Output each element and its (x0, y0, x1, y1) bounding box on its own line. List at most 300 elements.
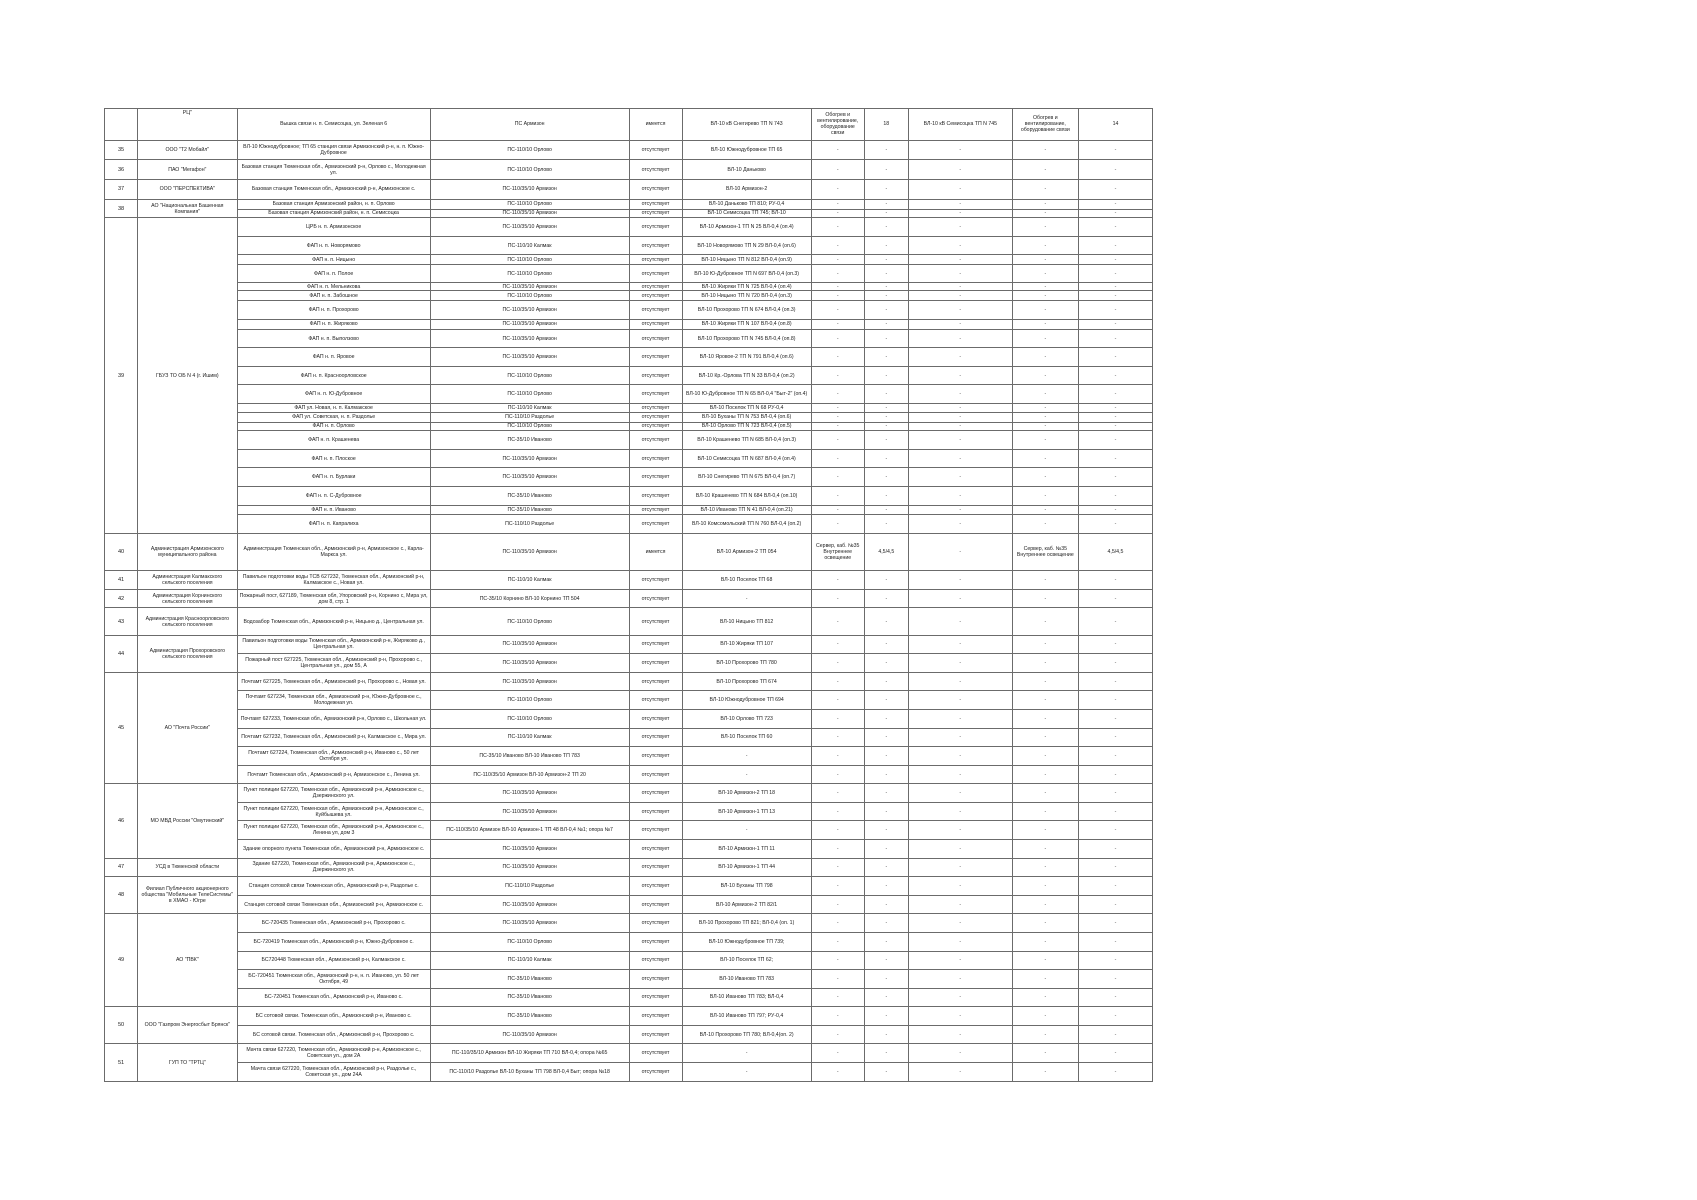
load-cell: - (811, 858, 864, 877)
backup-status-cell: отсутствует (629, 319, 682, 329)
feeder-cell: ВЛ-10 Поселок ТП 60 (682, 728, 811, 747)
alt-power-cell: - (1078, 209, 1152, 218)
substation-cell: ПС-110/10 Раздолье (430, 515, 629, 534)
alt-feeder-cell: - (908, 672, 1012, 691)
feeder-cell: ВЛ-10 Иваново ТП 783; ВЛ-0,4 (682, 988, 811, 1007)
alt-power-cell: - (1078, 571, 1152, 590)
feeder-cell: ВЛ-10 Армизон-1 ТП 13 (682, 802, 811, 821)
alt-load-cell: - (1012, 291, 1078, 301)
load-cell: - (811, 404, 864, 413)
alt-load-cell: - (1012, 765, 1078, 784)
power-cell: - (864, 821, 908, 840)
substation-cell: ПС-35/10 Иваново (430, 988, 629, 1007)
alt-feeder-cell: - (908, 608, 1012, 635)
feeder-cell: ВЛ-10 Армизон-1 ТП 11 (682, 840, 811, 859)
feeder-cell: ВЛ-10 Снегирево ТП N 675 ВЛ-0,4 (оп.7) (682, 468, 811, 487)
alt-power-cell: - (1078, 449, 1152, 468)
row-number-cell: 51 (105, 1044, 138, 1082)
substation-cell: ПС-110/35/10 Армизон (430, 301, 629, 320)
alt-feeder-cell: - (908, 348, 1012, 367)
object-address-cell: ФАП н. п. Ницыно (237, 255, 430, 265)
alt-feeder-cell: - (908, 1062, 1012, 1081)
alt-load-cell: - (1012, 747, 1078, 766)
power-cell: - (864, 468, 908, 487)
substation-cell: ПС-110/35/10 Армизон (430, 858, 629, 877)
load-cell: - (811, 348, 864, 367)
feeder-cell: ВЛ-10 кВ Снегирево ТП N 743 (682, 109, 811, 141)
load-cell: - (811, 691, 864, 710)
load-cell: - (811, 301, 864, 320)
substation-cell: ПС-110/35/10 Армизон (430, 840, 629, 859)
organization-cell: Администрация Калмакского сельского поселения (138, 571, 237, 590)
alt-power-cell: - (1078, 515, 1152, 534)
feeder-cell: ВЛ-10 Кр.-Орлова ТП N 33 ВЛ-0,4 (оп.2) (682, 366, 811, 385)
organization-cell: УСД в Тюменской области (138, 858, 237, 877)
alt-power-cell: - (1078, 431, 1152, 450)
table-row (105, 728, 1153, 747)
feeder-cell: ВЛ-10 Прохорово ТП 821; ВЛ-0,4 (оп. 1) (682, 914, 811, 933)
feeder-cell: ВЛ-10 Орлово ТП 723 (682, 710, 811, 729)
backup-status-cell: отсутствует (629, 515, 682, 534)
substation-cell: ПС-110/35/10 Армизон (430, 895, 629, 914)
load-cell: - (811, 329, 864, 348)
backup-status-cell: отсутствует (629, 1025, 682, 1044)
feeder-cell: ВЛ-10 Поселок ТП 62; (682, 951, 811, 970)
alt-feeder-cell: - (908, 282, 1012, 291)
object-address-cell: Почтамт 627232, Тюменская обл., Армизонский р-н, Калмакское с., Мира ул. (237, 728, 430, 747)
organization-cell: ПАО "Мегафон" (138, 160, 237, 180)
substation-cell: ПС-110/35/10 Армизон ВЛ-10 Армизон-1 ТП 48 ВЛ-0,4 №1; опора №7 (430, 821, 629, 840)
table-row (105, 348, 1153, 367)
alt-load-cell: - (1012, 468, 1078, 487)
alt-feeder-cell: - (908, 877, 1012, 896)
alt-power-cell: - (1078, 672, 1152, 691)
alt-load-cell: - (1012, 672, 1078, 691)
row-number-cell: 41 (105, 571, 138, 590)
table-row (105, 534, 1153, 571)
alt-feeder-cell: - (908, 1025, 1012, 1044)
backup-status-cell: отсутствует (629, 765, 682, 784)
power-cell: - (864, 180, 908, 200)
alt-power-cell: - (1078, 635, 1152, 654)
spreadsheet-page (104, 108, 1153, 1082)
object-address-cell: ФАП н. п. Жиряково (237, 319, 430, 329)
feeder-cell: - (682, 589, 811, 608)
alt-feeder-cell: - (908, 821, 1012, 840)
backup-status-cell: отсутствует (629, 654, 682, 673)
substation-cell: ПС-110/10 Раздолье (430, 877, 629, 896)
power-cell: - (864, 431, 908, 450)
feeder-cell: ВЛ-10 Ницыно ТП 812 (682, 608, 811, 635)
feeder-cell: ВЛ-10 Жиряки ТП N 725 ВЛ-0,4 (оп.4) (682, 282, 811, 291)
alt-load-cell: - (1012, 422, 1078, 431)
row-number-cell: 36 (105, 160, 138, 180)
alt-power-cell: - (1078, 1044, 1152, 1063)
alt-load-cell: - (1012, 236, 1078, 255)
load-cell: - (811, 468, 864, 487)
object-address-cell: ФАП н. п. Яровое (237, 348, 430, 367)
power-cell: - (864, 1044, 908, 1063)
table-row (105, 747, 1153, 766)
power-cell: - (864, 672, 908, 691)
substation-cell: ПС-110/35/10 Армизон (430, 468, 629, 487)
organization-cell: АО "ПВК" (138, 914, 237, 1007)
substation-cell: ПС-110/10 Орлово (430, 265, 629, 282)
alt-power-cell: - (1078, 385, 1152, 404)
backup-status-cell: отсутствует (629, 505, 682, 515)
substation-cell: ПС-110/10 Раздолье ВЛ-10 Буханы ТП 798 ВЛ-0,4 Быт; опора №18 (430, 1062, 629, 1081)
load-cell: Сервер, каб. №35 Внутреннее освещение (811, 534, 864, 571)
table-row (105, 802, 1153, 821)
power-cell: - (864, 255, 908, 265)
backup-status-cell: отсутствует (629, 160, 682, 180)
feeder-cell: - (682, 1062, 811, 1081)
power-cell: - (864, 877, 908, 896)
alt-feeder-cell: - (908, 487, 1012, 506)
substation-cell: ПС-110/10 Раздолье (430, 412, 629, 422)
substation-cell: ПС-110/35/10 Армизон (430, 218, 629, 237)
alt-load-cell: - (1012, 654, 1078, 673)
alt-load-cell: - (1012, 932, 1078, 951)
substation-cell: ПС-110/10 Орлово (430, 710, 629, 729)
alt-load-cell: - (1012, 348, 1078, 367)
feeder-cell: - (682, 821, 811, 840)
load-cell: - (811, 932, 864, 951)
backup-status-cell: отсутствует (629, 236, 682, 255)
alt-feeder-cell: - (908, 209, 1012, 218)
load-cell: - (811, 728, 864, 747)
backup-status-cell: отсутствует (629, 691, 682, 710)
load-cell: - (811, 160, 864, 180)
alt-load-cell: Сервер, каб. №35 Внутреннее освещение (1012, 534, 1078, 571)
object-address-cell: ФАП н. п. Плоское (237, 449, 430, 468)
substation-cell: ПС-110/35/10 Армизон (430, 635, 629, 654)
feeder-cell: ВЛ-10 Прохорово ТП N 674 ВЛ-0,4 (оп.3) (682, 301, 811, 320)
alt-load-cell: - (1012, 571, 1078, 590)
substation-cell: ПС-110/10 Калмак (430, 951, 629, 970)
object-address-cell: ФАП н. п. Прохорово (237, 301, 430, 320)
row-number-cell: 42 (105, 589, 138, 608)
backup-status-cell: отсутствует (629, 895, 682, 914)
alt-feeder-cell: - (908, 449, 1012, 468)
substation-cell: ПС-35/10 Корнино ВЛ-10 Корнино ТП 504 (430, 589, 629, 608)
power-cell: - (864, 449, 908, 468)
alt-power-cell: - (1078, 265, 1152, 282)
organization-cell: ГБУЗ ТО ОБ N 4 (г. Ишим) (138, 218, 237, 534)
row-number-cell: 37 (105, 180, 138, 200)
backup-status-cell: отсутствует (629, 635, 682, 654)
alt-power-cell: - (1078, 218, 1152, 237)
alt-feeder-cell: - (908, 571, 1012, 590)
load-cell: - (811, 951, 864, 970)
load-cell: - (811, 895, 864, 914)
load-cell: - (811, 608, 864, 635)
object-address-cell: Администрация Тюменская обл., Армизонский р-н, Армизонское с., Карла-Маркса ул. (237, 534, 430, 571)
substation-cell: ПС-35/10 Иваново (430, 487, 629, 506)
power-cell: - (864, 654, 908, 673)
alt-power-cell: - (1078, 914, 1152, 933)
substation-cell: ПС-110/35/10 Армизон (430, 802, 629, 821)
alt-power-cell: - (1078, 404, 1152, 413)
alt-feeder-cell: - (908, 710, 1012, 729)
load-cell: - (811, 236, 864, 255)
power-cell: - (864, 1062, 908, 1081)
substation-cell: ПС-110/10 Орлово (430, 608, 629, 635)
substation-cell: ПС-110/10 Калмак (430, 728, 629, 747)
alt-feeder-cell: - (908, 802, 1012, 821)
table-row (105, 784, 1153, 803)
table-row (105, 914, 1153, 933)
table-row (105, 236, 1153, 255)
organization-cell: ООО "Т2 Мобайл" (138, 140, 237, 160)
substation-cell: ПС-110/10 Орлово (430, 385, 629, 404)
backup-status-cell: отсутствует (629, 218, 682, 237)
load-cell: - (811, 265, 864, 282)
backup-status-cell: отсутствует (629, 932, 682, 951)
table-row (105, 282, 1153, 291)
alt-feeder-cell: - (908, 589, 1012, 608)
alt-power-cell: - (1078, 877, 1152, 896)
alt-load-cell: - (1012, 691, 1078, 710)
object-address-cell: БС720448 Тюменская обл., Армизонский р-н, Калмакское с. (237, 951, 430, 970)
table-row (105, 160, 1153, 180)
power-cell: - (864, 589, 908, 608)
load-cell: - (811, 840, 864, 859)
object-address-cell: ФАП н. п. Мельникова (237, 282, 430, 291)
alt-load-cell: - (1012, 209, 1078, 218)
alt-feeder-cell: - (908, 160, 1012, 180)
alt-power-cell: - (1078, 821, 1152, 840)
alt-feeder-cell: - (908, 199, 1012, 209)
object-address-cell: Базовая станция Армизонский район, н. п. Орлово (237, 199, 430, 209)
feeder-cell: ВЛ-10 Ю-Дубровное ТП N 65 ВЛ-0,4 "Быт-2" (оп.4) (682, 385, 811, 404)
alt-feeder-cell: - (908, 265, 1012, 282)
alt-power-cell: - (1078, 236, 1152, 255)
table-row (105, 970, 1153, 989)
feeder-cell: ВЛ-10 Поселок ТП N 68 РУ-0,4 (682, 404, 811, 413)
load-cell: - (811, 385, 864, 404)
object-address-cell: ФАП н. п. Забошное (237, 291, 430, 301)
row-number-cell: 38 (105, 199, 138, 218)
row-number-cell: 43 (105, 608, 138, 635)
alt-power-cell: - (1078, 1007, 1152, 1026)
substation-cell: ПС-110/10 Калмак (430, 404, 629, 413)
substation-cell: ПС-110/35/10 Армизон (430, 914, 629, 933)
alt-power-cell: - (1078, 765, 1152, 784)
substation-cell: ПС-110/35/10 Армизон (430, 672, 629, 691)
alt-load-cell: - (1012, 366, 1078, 385)
alt-power-cell: - (1078, 589, 1152, 608)
power-cell: - (864, 199, 908, 209)
table-row (105, 765, 1153, 784)
table-row (105, 710, 1153, 729)
load-cell: - (811, 422, 864, 431)
organization-cell: МО МВД России "Омутинский" (138, 784, 237, 858)
backup-status-cell: отсутствует (629, 180, 682, 200)
alt-power-cell: - (1078, 654, 1152, 673)
substation-cell: ПС-110/35/10 Армизон (430, 534, 629, 571)
load-cell: - (811, 449, 864, 468)
alt-load-cell: - (1012, 180, 1078, 200)
object-address-cell: ФАП н. п. Новорямово (237, 236, 430, 255)
alt-feeder-cell: - (908, 140, 1012, 160)
alt-feeder-cell: - (908, 951, 1012, 970)
substation-cell: ПС-35/10 Иваново (430, 970, 629, 989)
feeder-cell: ВЛ-10 Армизон-2 ТП 82/1 (682, 895, 811, 914)
object-address-cell: БС сотовой связи. Тюменская обл., Армизонский р-н, Прохорово с. (237, 1025, 430, 1044)
power-cell: - (864, 895, 908, 914)
object-address-cell: Водозабор Тюменская обл., Армизонский р-н, Ницыно д., Центральная ул. (237, 608, 430, 635)
object-address-cell: Станция сотовой связи Тюменская обл., Армизонский р-н, Армизонское с. (237, 895, 430, 914)
load-cell: - (811, 784, 864, 803)
feeder-cell: ВЛ-10 Иваново ТП N 41 ВЛ-0,4 (оп.21) (682, 505, 811, 515)
alt-power-cell: - (1078, 1025, 1152, 1044)
power-cell: - (864, 412, 908, 422)
object-address-cell: ФАП н. п. Иваново (237, 505, 430, 515)
alt-power-cell: - (1078, 291, 1152, 301)
table-row (105, 858, 1153, 877)
table-row (105, 1062, 1153, 1081)
load-cell: - (811, 1025, 864, 1044)
alt-load-cell: - (1012, 821, 1078, 840)
feeder-cell: ВЛ-10 Иваново ТП 783 (682, 970, 811, 989)
alt-power-cell: - (1078, 199, 1152, 209)
alt-power-cell: - (1078, 840, 1152, 859)
power-cell: - (864, 265, 908, 282)
power-cell: - (864, 348, 908, 367)
backup-status-cell: имеется (629, 534, 682, 571)
table-row (105, 672, 1153, 691)
alt-load-cell: - (1012, 255, 1078, 265)
object-address-cell: ФАП н. п. Крашенева (237, 431, 430, 450)
load-cell: - (811, 635, 864, 654)
power-cell: - (864, 140, 908, 160)
alt-feeder-cell: - (908, 301, 1012, 320)
load-cell: - (811, 282, 864, 291)
substation-cell: ПС-110/10 Орлово (430, 691, 629, 710)
alt-load-cell: - (1012, 515, 1078, 534)
alt-power-cell: - (1078, 468, 1152, 487)
object-address-cell: БС-720419 Тюменская обл., Армизонский р-н, Южно-Дубровное с. (237, 932, 430, 951)
table-row (105, 366, 1153, 385)
table-row (105, 301, 1153, 320)
backup-status-cell: отсутствует (629, 608, 682, 635)
row-number-cell (105, 109, 138, 141)
row-number-cell: 39 (105, 218, 138, 534)
table-row (105, 109, 1153, 141)
power-cell: - (864, 988, 908, 1007)
alt-power-cell: 4,5/4,5 (1078, 534, 1152, 571)
table-row (105, 895, 1153, 914)
load-cell: - (811, 1044, 864, 1063)
alt-feeder-cell: - (908, 515, 1012, 534)
table-row (105, 199, 1153, 209)
alt-load-cell: - (1012, 140, 1078, 160)
load-cell: - (811, 505, 864, 515)
alt-feeder-cell: - (908, 385, 1012, 404)
backup-status-cell: отсутствует (629, 431, 682, 450)
substation-cell: ПС-110/10 Калмак (430, 236, 629, 255)
power-cell: - (864, 802, 908, 821)
organization-cell: ГУП ТО "ТРТЦ" (138, 1044, 237, 1082)
backup-status-cell: отсутствует (629, 802, 682, 821)
power-cell: - (864, 840, 908, 859)
backup-status-cell: отсутствует (629, 140, 682, 160)
feeder-cell: ВЛ-10 Ницыно ТП N 812 ВЛ-0,4 (оп.9) (682, 255, 811, 265)
alt-power-cell: - (1078, 895, 1152, 914)
backup-status-cell: отсутствует (629, 366, 682, 385)
organization-cell: Администрация Армизонского муниципального района (138, 534, 237, 571)
substation-cell: ПС-110/35/10 Армизон (430, 319, 629, 329)
feeder-cell: - (682, 1044, 811, 1063)
alt-load-cell: - (1012, 282, 1078, 291)
alt-power-cell: - (1078, 951, 1152, 970)
load-cell: - (811, 571, 864, 590)
row-number-cell: 49 (105, 914, 138, 1007)
alt-feeder-cell: - (908, 236, 1012, 255)
row-number-cell: 47 (105, 858, 138, 877)
alt-feeder-cell: - (908, 914, 1012, 933)
power-cell: - (864, 635, 908, 654)
load-cell: - (811, 821, 864, 840)
feeder-cell: ВЛ-10 Южнодубровное ТП 694 (682, 691, 811, 710)
substation-cell: ПС-110/10 Орлово (430, 140, 629, 160)
table-row (105, 422, 1153, 431)
table-row (105, 635, 1153, 654)
table-row (105, 932, 1153, 951)
alt-power-cell: - (1078, 932, 1152, 951)
alt-feeder-cell: - (908, 505, 1012, 515)
object-address-cell: ФАП н. п. С-Дубровное (237, 487, 430, 506)
load-cell: - (811, 914, 864, 933)
power-cell: - (864, 710, 908, 729)
substation-cell: ПС-110/10 Орлово (430, 199, 629, 209)
object-address-cell: Пункт полиции 627220, Тюменская обл., Армизонский р-н, Армизонское с., Куйбышева ул. (237, 802, 430, 821)
power-cell: - (864, 209, 908, 218)
alt-load-cell: - (1012, 728, 1078, 747)
power-cell: 18 (864, 109, 908, 141)
substation-cell: ПС-110/35/10 Армизон (430, 449, 629, 468)
substation-cell: ПС-110/35/10 Армизон (430, 180, 629, 200)
row-number-cell: 40 (105, 534, 138, 571)
feeder-cell: ВЛ-10 Ю-Дубровное ТП N 697 ВЛ-0,4 (оп.3) (682, 265, 811, 282)
alt-power-cell: - (1078, 366, 1152, 385)
alt-feeder-cell: - (908, 895, 1012, 914)
feeder-cell: ВЛ-10 Южнодубровное ТП 65 (682, 140, 811, 160)
backup-status-cell: отсутствует (629, 672, 682, 691)
backup-status-cell: отсутствует (629, 1044, 682, 1063)
feeder-cell: ВЛ-10 Южнодубровное ТП 739; (682, 932, 811, 951)
load-cell: - (811, 654, 864, 673)
table-row (105, 589, 1153, 608)
alt-load-cell: - (1012, 218, 1078, 237)
object-address-cell: Павильон подготовки воды ТСВ 627232, Тюменская обл., Армизонский р-н, Калмакское с., Новая ул. (237, 571, 430, 590)
alt-power-cell: - (1078, 802, 1152, 821)
backup-status-cell: отсутствует (629, 422, 682, 431)
table-row (105, 468, 1153, 487)
power-cell: 4,5/4,5 (864, 534, 908, 571)
object-address-cell: ФАП н. п. Ю-Дубровное (237, 385, 430, 404)
load-cell: - (811, 319, 864, 329)
feeder-cell: ВЛ-10 Буханы ТП 798 (682, 877, 811, 896)
power-cell: - (864, 404, 908, 413)
alt-load-cell: - (1012, 710, 1078, 729)
object-address-cell: Почтамт 627234, Тюменская обл., Армизонский р-н, Южно-Дубровное с., Молодежная ул. (237, 691, 430, 710)
feeder-cell: ВЛ-10 Прохорово ТП 780; ВЛ-0,4(оп. 2) (682, 1025, 811, 1044)
alt-load-cell: - (1012, 449, 1078, 468)
backup-status-cell: отсутствует (629, 487, 682, 506)
alt-power-cell: - (1078, 988, 1152, 1007)
